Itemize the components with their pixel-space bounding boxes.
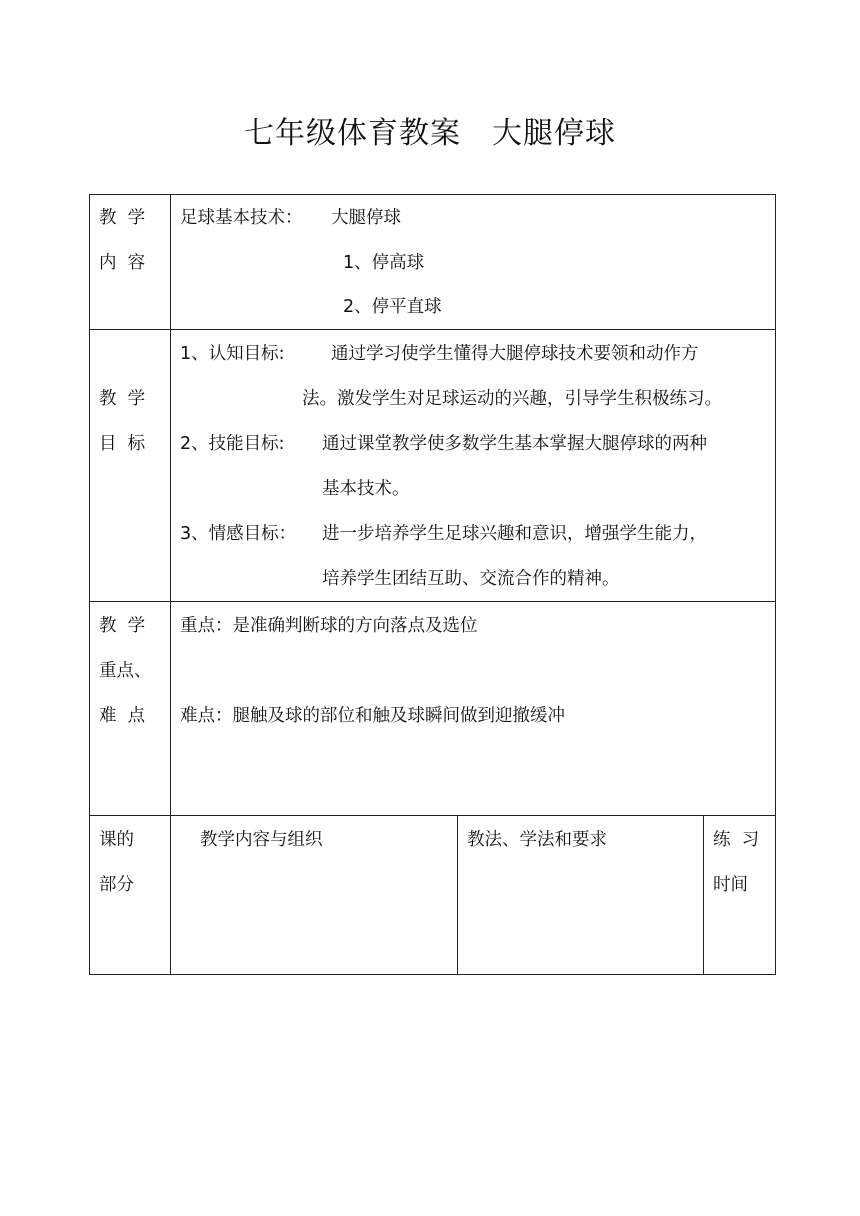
table-border-left: [89, 194, 90, 975]
affective-goal-label: 3、情感目标：: [180, 524, 297, 544]
document-title: 七年级体育教案 大腿停球: [244, 116, 616, 151]
row-divider-3: [89, 815, 776, 816]
skill-goal-line-1: 通过课堂教学使多数学生基本掌握大腿停球的两种: [322, 434, 707, 454]
affective-goal-line-1: 进一步培养学生足球兴趣和意识，增强学生能力，: [322, 524, 707, 544]
content-topic: 大腿停球: [331, 208, 401, 228]
column-header-time-2: 时间: [713, 875, 748, 895]
cognitive-goal-line-1: 通过学习使学生懂得大腿停球技术要领和动作方: [331, 344, 699, 364]
row-divider-1: [89, 329, 776, 330]
row-label-focus-1: 教 学: [99, 616, 146, 636]
skill-goal-line-2: 基本技术。: [322, 479, 410, 499]
content-heading: 足球基本技术：: [180, 208, 303, 228]
cognitive-goal-label: 1、认知目标:: [180, 344, 285, 364]
content-item-2: 2、停平直球: [343, 297, 442, 317]
row-label-focus-2: 重点、: [99, 661, 152, 681]
row-label-focus-3: 难 点: [99, 706, 146, 726]
row-label-objectives-2: 目 标: [99, 434, 146, 454]
skill-goal-label: 2、技能目标:: [180, 434, 285, 454]
difficulty-text: 难点：腿触及球的部位和触及球瞬间做到迎撤缓冲: [180, 706, 565, 726]
content-item-1: 1、停高球: [343, 253, 425, 273]
column-divider-time: [703, 815, 704, 975]
table-border-top: [89, 194, 776, 195]
row-label-objectives-1: 教 学: [99, 389, 146, 409]
cognitive-goal-line-2: 法。激发学生对足球运动的兴趣，引导学生积极练习。: [302, 389, 722, 409]
row-divider-2: [89, 601, 776, 602]
column-header-time-1: 练 习: [713, 830, 760, 850]
row-label-content-1: 教 学: [99, 208, 146, 228]
column-header-method: 教法、学法和要求: [467, 830, 607, 850]
table-border-right: [775, 194, 776, 975]
label-column-divider: [170, 194, 171, 975]
row-label-content-2: 内 容: [99, 253, 146, 273]
table-border-bottom: [89, 974, 776, 975]
row-label-sections-1: 课的: [99, 830, 134, 850]
column-header-content: 教学内容与组织: [200, 830, 323, 850]
column-divider-method: [457, 815, 458, 975]
affective-goal-line-2: 培养学生团结互助、交流合作的精神。: [322, 569, 620, 589]
row-label-sections-2: 部分: [99, 875, 134, 895]
key-point-text: 重点：是准确判断球的方向落点及选位: [180, 616, 478, 636]
